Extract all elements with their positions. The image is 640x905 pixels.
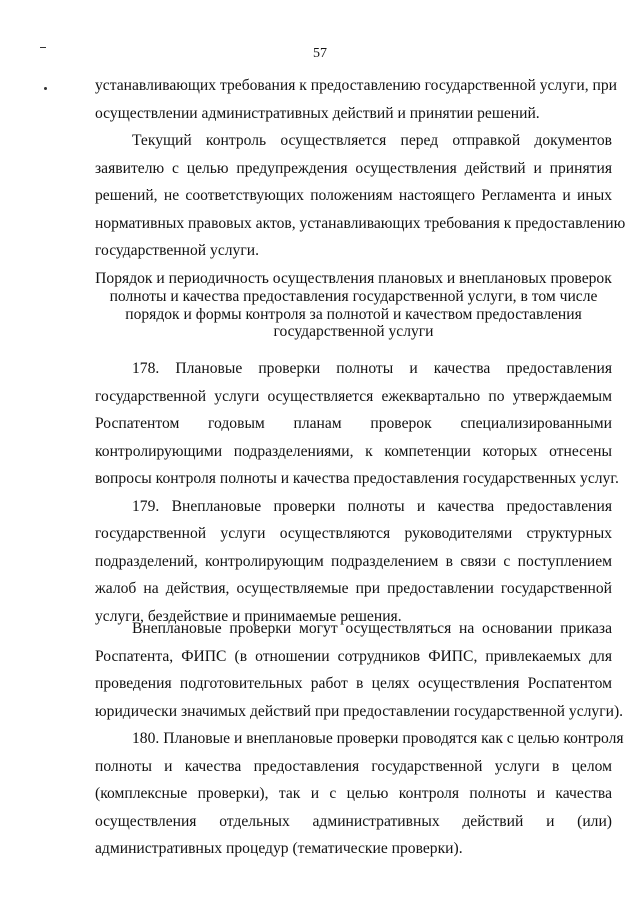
- para-179-line: государственной услуги осуществляются руководителями структурных: [95, 525, 612, 542]
- para-178-line: Роспатентом годовым планам проверок специализированными: [95, 415, 612, 432]
- page-number: 57: [313, 46, 327, 61]
- para-180-line: полноты и качества предоставления государственной услуги в целом: [95, 757, 612, 775]
- para-current-control-line: нормативных правовых актов, устанавливающих требования к предоставлению: [95, 214, 626, 232]
- para-current-control-line: заявителю с целью предупреждения осуществления действий и принятия: [95, 159, 612, 177]
- para-178-line: вопросы контроля полноты и качества предоставления государственных услуг.: [95, 470, 619, 487]
- text-block-top: [95, 72, 626, 265]
- para-179-line: 179. Внеплановые проверки полноты и качества предоставления: [132, 497, 612, 515]
- para-180-line: административных процедур (тематические проверки).: [95, 840, 463, 857]
- para-179-line: подразделений, контролирующим подразделением в связи с поступлением: [95, 552, 612, 570]
- para-178-line: государственной услуги осуществляется ежеквартально по утверждаемым: [95, 387, 612, 405]
- paragraph-178-block: [95, 355, 619, 630]
- para-intro-line: осуществлении административных действий и принятии решений.: [95, 104, 540, 122]
- para-unscheduled-line: Роспатента, ФИПС (в отношении сотрудников ФИПС, привлекаемых для: [95, 647, 612, 665]
- section-heading-line: порядок и формы контроля за полнотой и качеством предоставления: [125, 305, 582, 323]
- para-179-line: услуги, бездействие и принимаемые решения.: [95, 607, 402, 625]
- section-heading-line: полноты и качества предоставления государственной услуги, в том числе: [109, 287, 598, 305]
- section-heading: [95, 270, 612, 341]
- section-heading-line: государственной услуги: [273, 323, 434, 341]
- para-180-line: 180. Плановые и внеплановые проверки проводятся как с целью контроля: [132, 730, 624, 747]
- para-unscheduled-line: проведения подготовительных работ в целях осуществления Роспатентом: [95, 675, 612, 692]
- paragraph-unscheduled-block: [95, 615, 624, 863]
- para-unscheduled-line: Внеплановые проверки могут осуществляться на основании приказа: [132, 620, 612, 637]
- para-unscheduled-line: юридически значимых действий при предоставлении государственной услуги).: [95, 702, 624, 720]
- para-180-line: осуществления отдельных административных действий и (или): [95, 812, 612, 830]
- para-intro-line: устанавливающих требования к предоставлению государственной услуги, при: [95, 77, 618, 94]
- para-179-line: жалоб на действия, осуществляемые при предоставлении государственной: [95, 580, 612, 597]
- para-current-control-line: решений, не соответствующих положениям настоящего Регламента и иных: [95, 187, 612, 204]
- para-180-line: (комплексные проверки), так и с целью контроля полноты и качества: [95, 785, 612, 802]
- section-heading-line: Порядок и периодичность осуществления плановых и внеплановых проверок: [95, 270, 612, 287]
- para-178-line: контролирующими подразделениями, к компетенции которых отнесены: [95, 442, 612, 460]
- para-current-control-line: Текущий контроль осуществляется перед отправкой документов: [132, 132, 612, 149]
- scan-mark-dot: [44, 87, 47, 90]
- para-178-line: 178. Плановые проверки полноты и качества предоставления: [132, 360, 612, 377]
- para-current-control-line: государственной услуги.: [95, 242, 259, 259]
